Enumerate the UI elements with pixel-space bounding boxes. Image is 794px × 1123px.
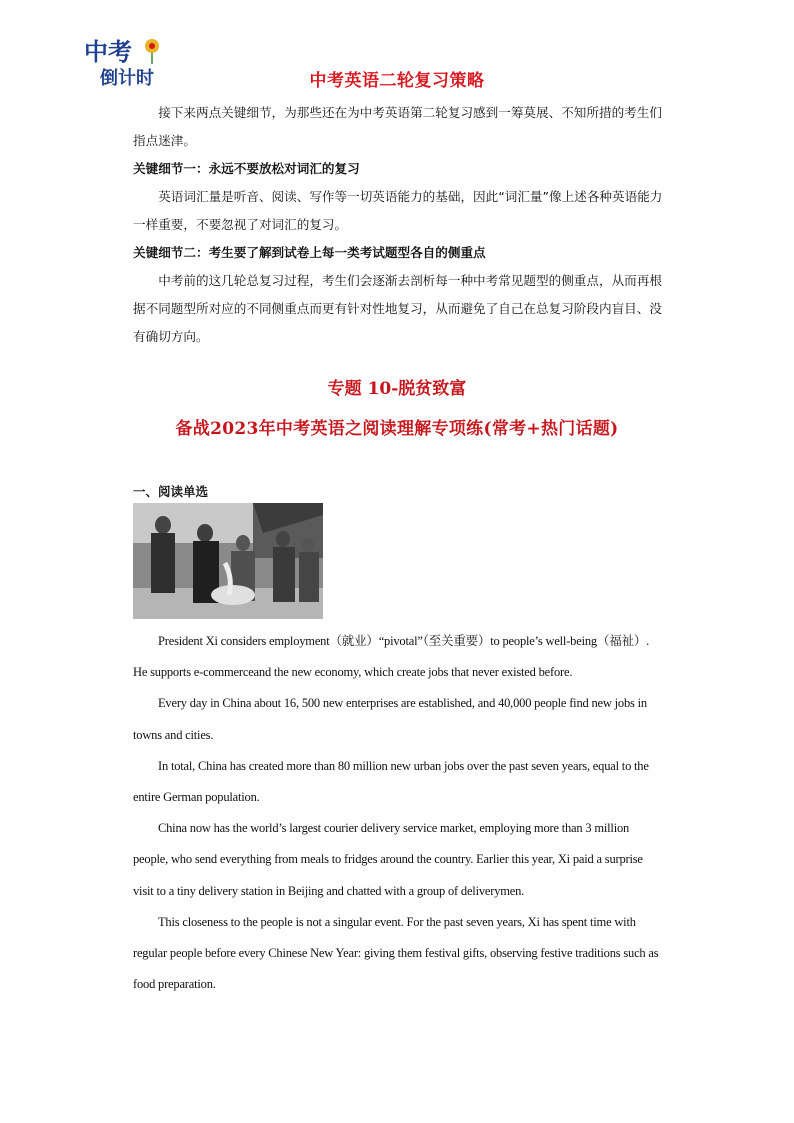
passage-paragraph: Every day in China about 16, 500 new enterprises are established, and 40,000 people find new jobs in towns and cities.: [133, 696, 647, 742]
key-detail-1-heading: 关键细节一：永远不要放松对词汇的复习: [133, 161, 360, 176]
key-detail-2-body: 中考前的这几轮总复习过程，考生们会逐渐去剖析每一种中考常见题型的侧重点，从而再根据不同题型所对应的不同侧重点而更有针对性地复习，从而避免了自己在总复习阶段内盲目、没有确切方向。: [133, 273, 662, 344]
photo-image: [133, 503, 323, 619]
passage-paragraph: In total, China has created more than 80 million new urban jobs over the past seven years, equal to the entire German population.: [133, 758, 649, 805]
logo-text-line2: 倒计时: [100, 68, 154, 89]
news-photo: [133, 503, 323, 619]
page-title: 中考英语二轮复习策略: [309, 71, 485, 91]
passage-paragraph: China now has the world’s largest courier delivery service market, employing more than 3 million people, who send everything from meals to fridges around the country. Earlier this year, Xi paid a surprise visit to a tiny delivery station in Beijing and chatted with a group of deliverymen.: [133, 821, 643, 898]
reading-passage: [133, 626, 663, 1000]
topic-title: 专题 10-脱贫致富: [327, 379, 467, 399]
logo-text-line1: 中考: [84, 38, 132, 66]
intro-paragraph: 接下来两点关键细节，为那些还在为中考英语第二轮复习感到一筹莫展、不知所措的考生们指点迷津。: [133, 105, 662, 148]
passage-paragraph: This closeness to the people is not a singular event. For the past seven years, Xi has spent time with regular people before every Chinese New Year: giving them festival gifts, observing festive traditions such as food preparation.: [133, 914, 659, 992]
key-detail-2-heading: 关键细节二：考生要了解到试卷上每一类考试题型各自的侧重点: [133, 245, 486, 260]
topic-subtitle: 备战2023年中考英语之阅读理解专项练(常考+热门话题): [175, 419, 619, 439]
key-detail-1-body: 英语词汇量是听音、阅读、写作等一切英语能力的基础，因此“词汇量”像上述各种英语能力一样重要，不要忽视了对词汇的复习。: [133, 189, 663, 232]
intro-section: [133, 99, 663, 351]
section-label: 一、阅读单选: [133, 484, 209, 499]
passage-paragraph: President Xi considers employment（就业）“pivotal”（至关重要）to people’s well-being（福祉）. He supports e-commerceand the new economy, which create jobs that never existed before.: [133, 634, 650, 680]
